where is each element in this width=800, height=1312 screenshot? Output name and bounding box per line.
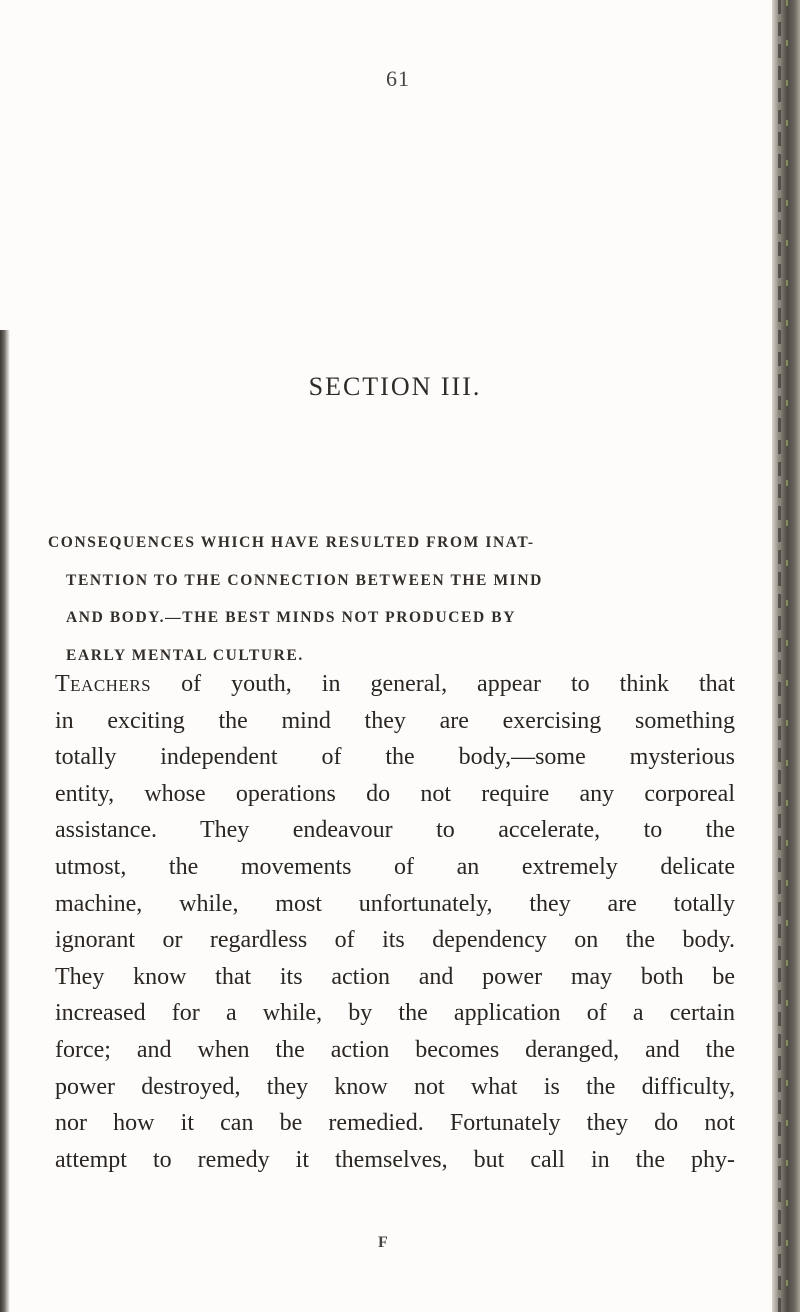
- section-title: SECTION III.: [308, 372, 482, 401]
- body-line: assistance. They endeavour to accelerate, to the: [55, 817, 735, 844]
- heading-line: AND BODY.—THE BEST MINDS NOT PRODUCED BY: [66, 609, 516, 626]
- page-number: 61: [386, 66, 410, 91]
- body-line: machine, while, most unfortunately, they are totally: [55, 890, 735, 917]
- body-line: ignorant or regardless of its dependency on the body.: [55, 927, 735, 954]
- body-line: force; and when the action becomes deranged, and the: [55, 1036, 735, 1063]
- body-line: power destroyed, they know not what is the difficulty,: [55, 1073, 735, 1100]
- body-line: utmost, the movements of an extremely delicate: [55, 853, 735, 880]
- body-paragraph: [55, 666, 735, 1178]
- body-line: entity, whose operations do not require any corporeal: [55, 780, 735, 807]
- signature-mark: F: [378, 1234, 388, 1251]
- heading-line: EARLY MENTAL CULTURE.: [66, 646, 304, 664]
- heading-line: CONSEQUENCES WHICH HAVE RESULTED FROM INAT-: [48, 534, 535, 551]
- body-line: increased for a while, by the application of a certain: [55, 1000, 735, 1027]
- first-word: Teachers: [55, 671, 152, 697]
- body-line: They know that its action and power may both be: [55, 963, 735, 990]
- page-edge: [772, 0, 800, 1312]
- first-line-rest: of youth, in general, appear to think that: [151, 671, 735, 697]
- binding-shadow: [0, 330, 10, 1312]
- body-line: [55, 666, 735, 703]
- body-line: in exciting the mind they are exercising something: [55, 707, 735, 734]
- section-heading: [48, 524, 728, 674]
- heading-line: TENTION TO THE CONNECTION BETWEEN THE MIND: [66, 571, 543, 589]
- body-line: attempt to remedy it themselves, but call in the phy-: [55, 1146, 735, 1173]
- body-line: nor how it can be remedied. Fortunately they do not: [55, 1110, 735, 1137]
- body-line: totally independent of the body,—some mysterious: [55, 744, 735, 771]
